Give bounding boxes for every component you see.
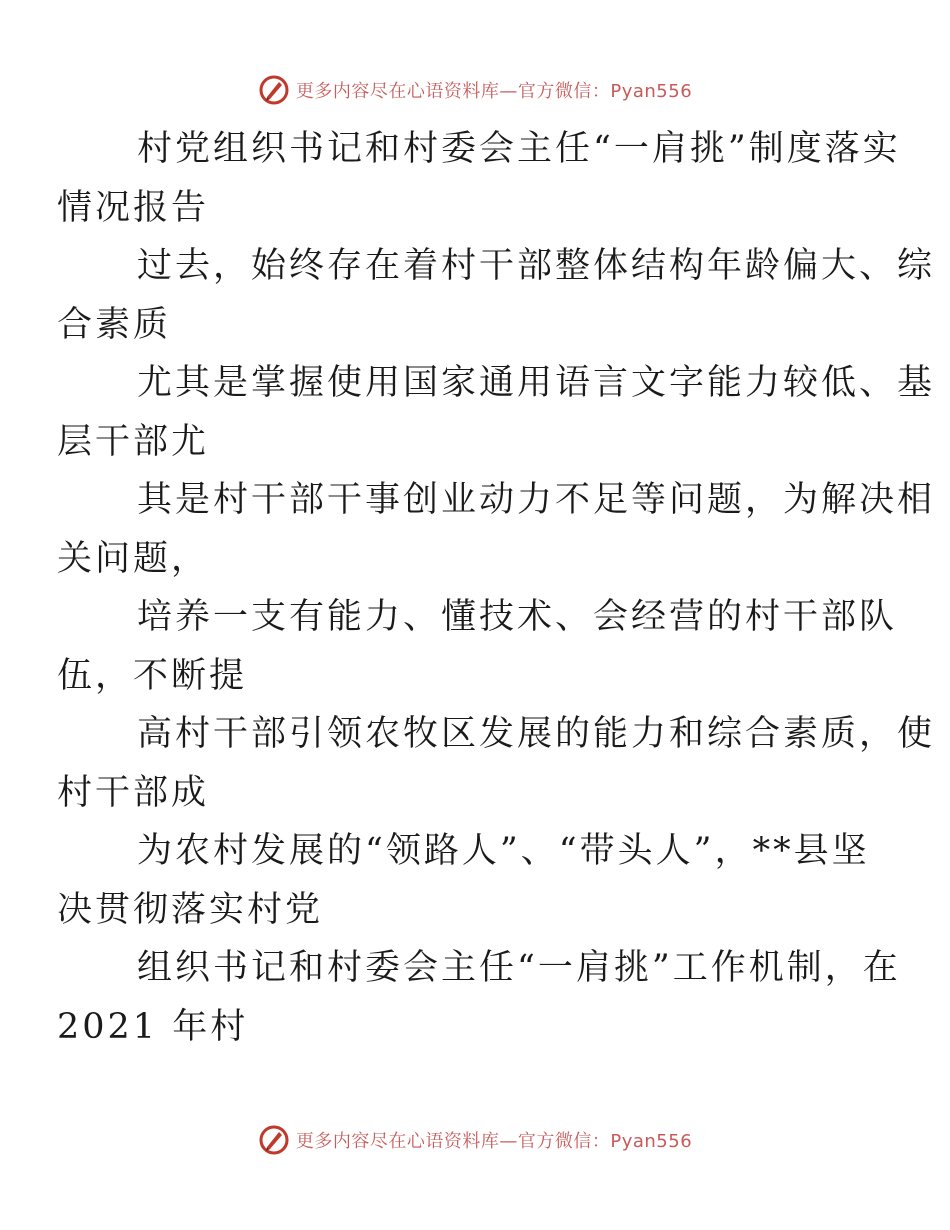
paragraph <box>57 588 898 705</box>
paragraph-line: 情况报告 <box>57 187 210 228</box>
paragraph-line: 2021 年村 <box>57 1006 249 1047</box>
paragraph <box>57 471 936 588</box>
footer-watermark <box>0 1120 950 1160</box>
pen-logo-icon <box>258 74 290 106</box>
paragraph <box>57 705 936 822</box>
paragraph-line: 村干部成 <box>57 772 210 813</box>
paragraph-line: 为农村发展的“领路人”、“带头人”，**县坚 <box>137 831 870 871</box>
watermark-text: 更多内容尽在心语资料库—官方微信：Pyan556 <box>295 81 693 102</box>
paragraph-line: 培养一支有能力、懂技术、会经营的村干部队 <box>137 597 898 637</box>
paragraph-line: 层干部尤 <box>57 421 210 462</box>
paragraph <box>57 120 901 237</box>
paragraph-line: 尤其是掌握使用国家通用语言文字能力较低、基 <box>137 363 936 403</box>
paragraph <box>57 354 936 471</box>
paragraph-line: 合素质 <box>57 304 172 345</box>
paragraph-line: 高村干部引领农牧区发展的能力和综合素质，使 <box>137 714 936 754</box>
pen-logo-icon <box>258 1124 290 1156</box>
paragraph-line: 决贯彻落实村党 <box>57 889 324 930</box>
document-body <box>57 120 936 1056</box>
paragraph-line: 其是村干部干事创业动力不足等问题，为解决相 <box>137 480 936 520</box>
paragraph <box>57 822 870 939</box>
paragraph-line: 关问题， <box>57 538 210 579</box>
header-watermark <box>0 70 950 110</box>
paragraph-line: 伍，不断提 <box>57 655 248 696</box>
paragraph-line: 组织书记和村委会主任“一肩挑”工作机制，在 <box>137 948 901 988</box>
watermark-text: 更多内容尽在心语资料库—官方微信：Pyan556 <box>295 1131 693 1152</box>
paragraph <box>57 237 936 354</box>
paragraph <box>57 939 901 1056</box>
paragraph-line: 过去，始终存在着村干部整体结构年龄偏大、综 <box>137 246 936 286</box>
paragraph-line: 村党组织书记和村委会主任“一肩挑”制度落实 <box>137 129 901 169</box>
